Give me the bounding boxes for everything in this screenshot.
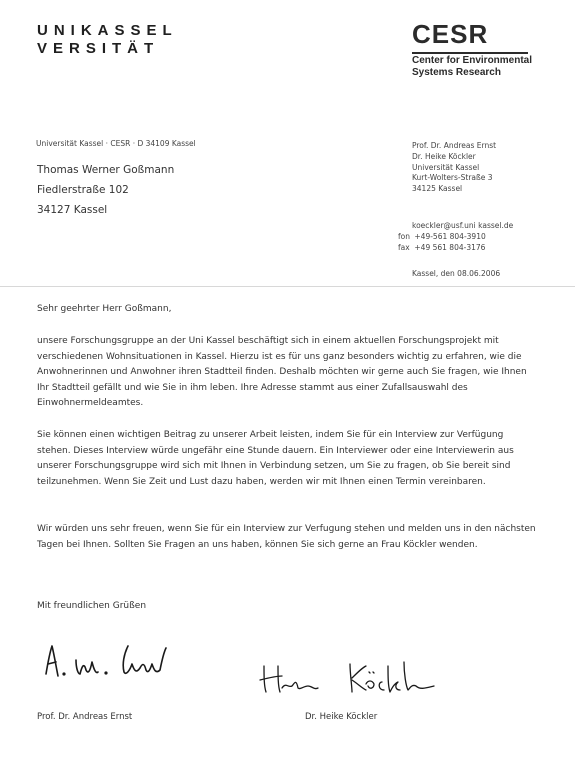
recipient-city: 34127 Kassel	[37, 204, 108, 216]
contact-line: Kurt-Wolters-Straße 3	[412, 173, 493, 183]
signatory-name-1: Prof. Dr. Andreas Ernst	[37, 712, 133, 722]
letter-date: Kassel, den 08.06.2006	[412, 269, 501, 278]
contact-block	[412, 141, 496, 195]
body-paragraph-1: unsere Forschungsgruppe an der Uni Kassel beschäftigt sich in einem aktuellen Forschungsprojekt mit verschiedenen Wohnsituationen in Kassel. Hierzu ist es für uns ganz besonders wichtig zu erfahren, wie die Anwohnerinnen und Anwohner ihren Stadtteil finden. Deshalb möchten wir gerne auch Sie fragen, wie Ihnen Ihr Stadtteil gefällt und wie Sie in ihm leben. Ihre Adresse stammt aus einer Zufallsauswahl des Einwohnermeldeamtes.	[37, 336, 527, 409]
scan-fold-line	[0, 286, 575, 287]
contact-communication	[398, 220, 513, 253]
recipient-address	[37, 160, 174, 220]
body-paragraph-3: Wir würden uns sehr freuen, wenn Sie für ein Interview zur Verfugung stehen und melden uns in den nächsten Tagen bei Ihnen. Sollten Sie Fragen an uns haben, können Sie sich gerne an Frau Köckler wenden.	[37, 524, 536, 550]
contact-fon-row	[398, 231, 513, 242]
recipient-street: Fiedlerstraße 102	[37, 184, 129, 196]
fon-number: +49-561 804-3910	[414, 232, 486, 241]
cesr-name-line1: Center for Environmental	[412, 55, 533, 66]
fon-label: fon	[398, 232, 410, 241]
signature-ernst	[42, 640, 182, 686]
contact-email: koeckler@usf.uni kassel.de	[412, 221, 514, 230]
contact-line: Universität Kassel	[412, 162, 480, 172]
university-logo-line1: UNIKASSEL	[37, 22, 178, 39]
sender-return-line: Universität Kassel · CESR · D 34109 Kassel	[36, 139, 196, 148]
cesr-logo-rule	[412, 52, 528, 54]
signatory-name-2: Dr. Heike Köckler	[305, 712, 378, 722]
fax-number: +49 561 804-3176	[414, 243, 486, 252]
contact-line: Dr. Heike Köckler	[412, 151, 476, 161]
contact-fax-row	[398, 242, 513, 253]
university-logo	[37, 22, 178, 58]
contact-line: 34125 Kassel	[412, 184, 463, 194]
university-logo-line2: VERSITÄT	[37, 40, 160, 57]
signature-koeckler	[258, 658, 438, 698]
fax-label: fax	[398, 243, 410, 252]
cesr-name-line2: Systems Research	[412, 67, 501, 78]
body-paragraph-2: Sie können einen wichtigen Beitrag zu unserer Arbeit leisten, indem Sie für ein Interview zur Verfügung stehen. Dieses Interview würde ungefähr eine Stunde dauern. Ein Interviewer oder eine Interviewerin aus unserer Forschungsgruppe wird sich mit Ihnen in Verbindung setzen, um Sie zu fragen, ob Sie bereit sind teilzunehmen. Wenn Sie Zeit und Lust dazu haben, werden wir mit Ihnen einen Termin vereinbaren.	[37, 430, 514, 487]
cesr-institute-name	[412, 55, 532, 79]
closing-phrase: Mit freundlichen Grüßen	[37, 601, 147, 611]
salutation: Sehr geehrter Herr Goßmann,	[37, 304, 172, 314]
cesr-logo: CESR	[412, 19, 489, 49]
contact-line: Prof. Dr. Andreas Ernst	[412, 141, 497, 150]
recipient-name: Thomas Werner Goßmann	[37, 164, 175, 176]
